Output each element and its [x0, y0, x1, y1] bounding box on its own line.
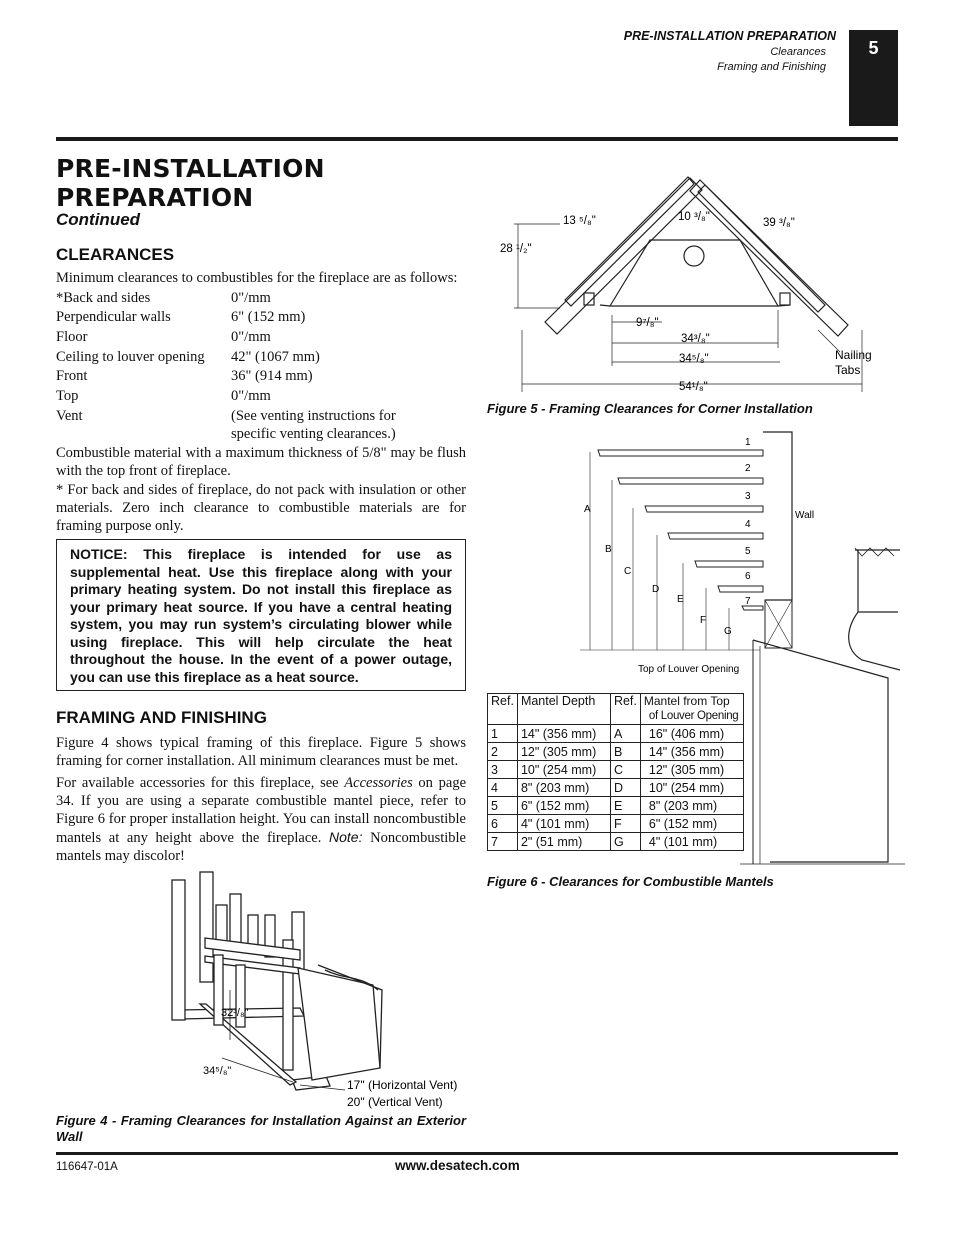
fig6-mantel-number: 4: [745, 519, 751, 530]
figure4-framing-drawing: [150, 862, 490, 1112]
table-cell: 14" (356 mm): [517, 725, 610, 743]
table-row: [488, 815, 744, 833]
clearance-value: 36" (914 mm): [231, 368, 313, 384]
table-cell: 4" (101 mm): [517, 815, 610, 833]
accessories-reference: Accessories: [344, 775, 413, 791]
table-cell: E: [610, 797, 640, 815]
table-cell: 6: [488, 815, 518, 833]
header-subtitle-framing: Framing and Finishing: [717, 61, 826, 73]
fig6-height-letter: C: [624, 566, 632, 577]
mantel-clearance-table: [487, 693, 744, 851]
table-cell: 16" (406 mm): [640, 725, 743, 743]
fig5-right-diagonal-dim: 39 ³/₈": [763, 217, 795, 229]
fig6-mantel-number: 3: [745, 491, 751, 502]
page-title-line2: PREPARATION: [56, 183, 254, 212]
table-cell: F: [610, 815, 640, 833]
table-cell: 7: [488, 833, 518, 851]
fig6-louver-label: Top of Louver Opening: [638, 664, 740, 675]
fig6-height-letter: B: [605, 544, 612, 555]
table-header-line: of Louver Opening: [648, 710, 739, 722]
fig6-height-letter: F: [700, 615, 707, 626]
fig6-height-letter: A: [584, 504, 591, 515]
table-row: [488, 833, 744, 851]
framing-text: on page 34. If you are using a separate combustible mantel piece, refer to Figure 6 for proper installation height. You can install noncombustible mantels at any height above the fireplace.: [56, 775, 467, 846]
fig6-mantel-number: 2: [745, 463, 751, 474]
table-cell: 3: [488, 761, 518, 779]
table-cell: C: [610, 761, 640, 779]
fig6-height-letter: G: [724, 626, 732, 637]
clearance-label: Floor: [56, 329, 88, 345]
fig4-vertical-vent-dim: 20" (Vertical Vent): [347, 1095, 443, 1109]
continued-label: Continued: [56, 210, 141, 229]
figure6-caption: Figure 6 - Clearances for Combustible Mantels: [487, 874, 774, 889]
clearance-label: Perpendicular walls: [56, 309, 171, 325]
fig5-inner-dim: 9⁷/₈": [636, 317, 659, 329]
table-cell: B: [610, 743, 640, 761]
fig5-tabs-label: Tabs: [835, 363, 861, 377]
framing-paragraph-1: Figure 4 shows typical framing of this fireplace. Figure 5 shows framing for corner installation. All minimum clearances must be met.: [56, 735, 466, 769]
table-cell: 4: [488, 779, 518, 797]
clearance-value: (See venting instructions for specific venting clearances.): [231, 408, 396, 442]
clearances-intro: Minimum clearances to combustibles for the fireplace are as follows:: [56, 270, 458, 286]
clearance-label: Front: [56, 368, 88, 384]
fig5-left-diagonal-dim: 13 ⁵/₈": [563, 215, 596, 227]
clearance-label: *Back and sides: [56, 290, 151, 306]
table-cell: 4" (101 mm): [640, 833, 743, 851]
fig6-height-letter: D: [652, 584, 660, 595]
header-rule: [56, 137, 898, 141]
fig6-height-letter: E: [677, 594, 684, 605]
table-cell: 5: [488, 797, 518, 815]
fig5-dim-b: 34⁵/₈": [679, 353, 709, 365]
table-cell: 14" (356 mm): [640, 743, 743, 761]
table-row: [488, 779, 744, 797]
fig5-nailing-label: Nailing: [835, 348, 872, 362]
framing-paragraph-2: [56, 774, 466, 865]
notice-text: NOTICE: This fireplace is intended for use as supplemental heat. Use this fireplace along with your primary heating system. Do not install this fireplace as your primary heat source. If you have a central heating system, you may run system’s circulating blower while using fireplace. This will help circulate the heat throughout the house. In the event of a power outage, you can use this fireplace as a heat source.: [70, 546, 452, 685]
fig6-mantel-number: 1: [745, 437, 751, 448]
page-title: [56, 154, 456, 212]
clearances-heading: CLEARANCES: [56, 245, 175, 264]
table-row: [488, 797, 744, 815]
table-cell: 10" (254 mm): [640, 779, 743, 797]
clearance-label: Top: [56, 388, 79, 404]
clearance-label: Vent: [56, 408, 83, 424]
table-header-cell: Mantel Depth: [517, 694, 610, 725]
fig6-mantel-number: 7: [745, 596, 751, 607]
table-cell: 8" (203 mm): [517, 779, 610, 797]
table-cell: 8" (203 mm): [640, 797, 743, 815]
table-cell: 10" (254 mm): [517, 761, 610, 779]
fig6-mantel-number: 5: [745, 546, 751, 557]
framing-text: For available accessories for this fireplace, see: [56, 775, 345, 791]
table-cell: 12" (305 mm): [517, 743, 610, 761]
framing-heading: FRAMING AND FINISHING: [56, 708, 267, 727]
fig5-top-dim: 10 ³/₈": [678, 211, 710, 223]
header-section-title: PRE-INSTALLATION PREPARATION: [623, 29, 836, 43]
table-header-line: Mantel from Top: [643, 694, 730, 708]
notice-box: [56, 539, 466, 691]
table-row: [488, 761, 744, 779]
figure4-caption: Figure 4 - Framing Clearances for Installation Against an Exterior Wall: [56, 1113, 466, 1144]
table-row: [488, 743, 744, 761]
figure5-caption: Figure 5 - Framing Clearances for Corner Installation: [487, 401, 813, 416]
document-id: 116647-01A: [56, 1161, 118, 1173]
fig5-dim-a: 34³/₈": [681, 333, 710, 345]
page-title-line1: PRE-INSTALLATION: [56, 154, 325, 183]
clearance-value: 6" (152 mm): [231, 309, 306, 325]
header-subtitle-clearances: Clearances: [770, 46, 826, 58]
clearance-value: 0"/mm: [231, 290, 271, 306]
clearance-value: 0"/mm: [231, 329, 271, 345]
framing-text: Noncombustible mantels may discolor!: [56, 830, 466, 864]
fig4-height-dim: 32³/₈": [221, 1007, 249, 1019]
website-url: www.desatech.com: [395, 1158, 520, 1173]
table-cell: 1: [488, 725, 518, 743]
table-cell: 6" (152 mm): [640, 815, 743, 833]
clearances-paragraph-1: Combustible material with a maximum thickness of 5/8" may be flush with the top front of fireplace.: [56, 445, 466, 479]
clearances-paragraph-2: * For back and sides of fireplace, do not pack with insulation or other materials. Zero inch clearance to combustible materials are for framing purpose only.: [56, 482, 466, 534]
table-row: [488, 725, 744, 743]
table-header-cell: Ref.: [488, 694, 518, 725]
clearance-value: 0"/mm: [231, 388, 271, 404]
figure5-corner-drawing: [490, 165, 890, 395]
fig4-horizontal-vent-dim: 17" (Horizontal Vent): [347, 1078, 458, 1092]
table-header-cell: [640, 694, 743, 725]
table-cell: 6" (152 mm): [517, 797, 610, 815]
table-cell: D: [610, 779, 640, 797]
table-cell: G: [610, 833, 640, 851]
table-header-cell: Ref.: [610, 694, 640, 725]
fig6-wall-label: Wall: [795, 510, 815, 521]
page-number: 5: [868, 38, 879, 58]
fig5-left-height-dim: 28 ¹/₂": [500, 243, 532, 255]
table-header-row: [488, 694, 744, 725]
note-label: Note:: [329, 829, 363, 845]
table-cell: 2: [488, 743, 518, 761]
fig6-mantel-number: 6: [745, 571, 751, 582]
fig4-width-dim: 34⁵/₈": [203, 1065, 232, 1077]
clearance-label: Ceiling to louver opening: [56, 349, 205, 365]
clearance-value: 42" (1067 mm): [231, 349, 320, 365]
table-cell: 2" (51 mm): [517, 833, 610, 851]
page-number-tab: [849, 30, 898, 126]
fig5-dim-c: 54¹/₈": [679, 381, 708, 393]
table-cell: 12" (305 mm): [640, 761, 743, 779]
footer-rule: [56, 1152, 898, 1155]
table-cell: A: [610, 725, 640, 743]
